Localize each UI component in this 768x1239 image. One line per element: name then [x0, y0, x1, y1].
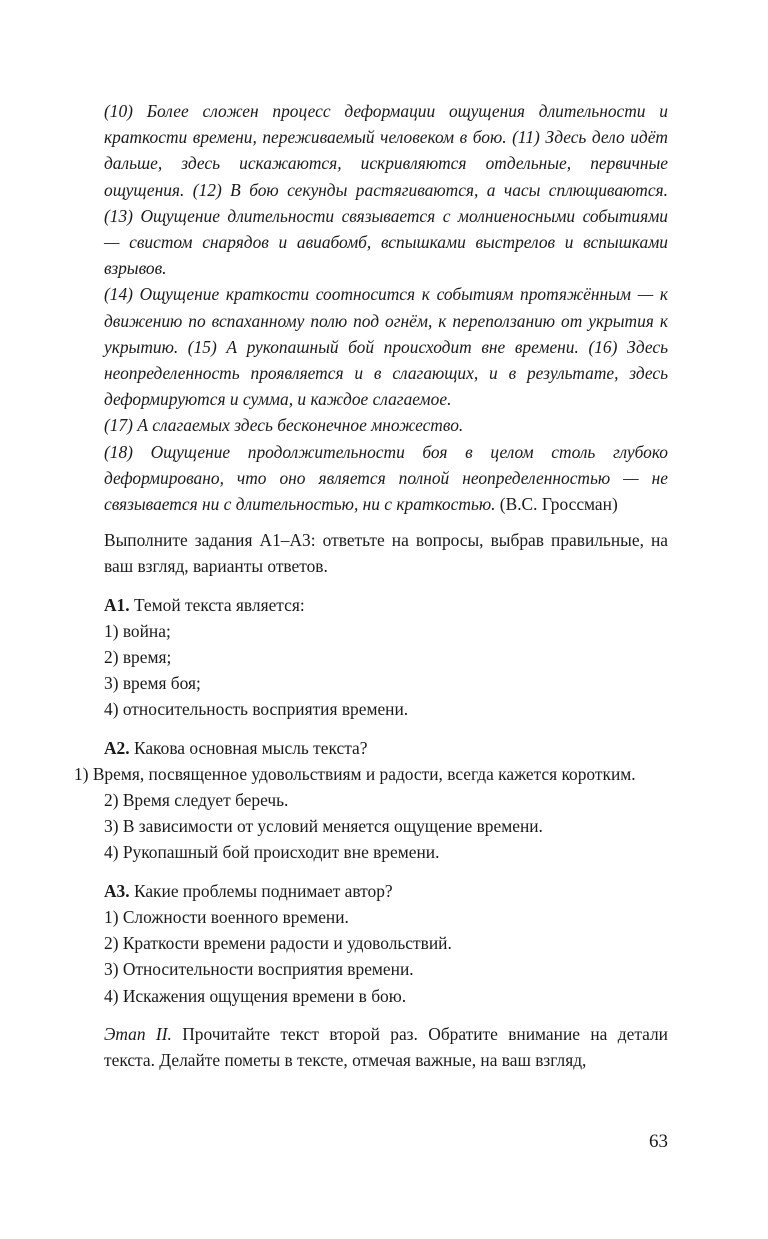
question-a3-title — [104, 878, 668, 904]
question-a1-option-4: 4) относительность восприятия времени. — [104, 699, 409, 720]
question-a2-option-4: 4) Рукопашный бой происходит вне времени. — [104, 842, 440, 863]
stage-text: Прочитайте текст второй раз. Обратите внимание на детали текста. Делайте пометы в тексте, отмечая важные, на ваш взгляд, — [104, 1023, 668, 1070]
passage-paragraph-2: (14) Ощущение краткости соотносится к событиям протяжённым — к движению по вспаханному полю под огнём, к переползанию от укрытия к укрытию. (15) А рукопашный бой происходит вне времени. (16) Здесь неопределенность проявляется и в слагающих, и в результате, здесь деформируются и сумма, и каждое слагаемое. — [104, 284, 668, 410]
question-a3 — [104, 878, 668, 1009]
stage-label: Этап II. — [104, 1023, 172, 1044]
question-a1-title — [104, 592, 668, 618]
instructions: Выполните задания А1–А3: ответьте на вопросы, выбрав правильные, на ваш взгляд, варианты ответов. — [104, 530, 668, 577]
spacer — [104, 866, 668, 878]
question-a2-option-3: 3) В зависимости от условий меняется ощущение времени. — [104, 816, 543, 837]
question-a3-option-4: 4) Искажения ощущения времени в бою. — [104, 985, 407, 1006]
question-a1-option-2: 2) время; — [104, 647, 172, 668]
question-a3-option-1: 1) Сложности военного времени. — [104, 906, 349, 927]
question-a2-text: Какова основная мысль текста? — [133, 737, 368, 758]
question-a1 — [104, 592, 668, 723]
question-a3-number: А3. — [104, 880, 130, 901]
spacer — [104, 723, 668, 735]
stage-paragraph — [104, 1021, 668, 1073]
passage-author: (В.С. Гроссман) — [499, 494, 618, 515]
question-a1-number: А1. — [104, 594, 130, 615]
question-a2-number: А2. — [104, 737, 130, 758]
question-a1-text: Темой текста является: — [133, 594, 305, 615]
passage-paragraph-4 — [104, 439, 668, 518]
page-body — [74, 98, 668, 1073]
spacer — [104, 580, 668, 592]
spacer — [104, 517, 668, 527]
question-a3-option-2: 2) Краткости времени радости и удовольствий. — [104, 933, 452, 954]
question-a1-option-1: 1) война; — [104, 620, 171, 641]
question-a1-option-3: 3) время боя; — [104, 673, 201, 694]
question-a3-text: Какие проблемы поднимает автор? — [133, 880, 393, 901]
question-a2-option-2: 2) Время следует беречь. — [104, 790, 289, 811]
question-a3-option-3: 3) Относительности восприятия времени. — [104, 959, 414, 980]
question-a2-option-1: 1) Время, посвященное удовольствиям и радости, всегда кажется коротким. — [74, 763, 636, 784]
page-number: 63 — [649, 1131, 668, 1152]
passage-paragraph-4-text: (18) Ощущение продолжительности боя в целом столь глубоко деформировано, что оно является полной неопределенностью — не связывается ни с длительностью, ни с краткостью. — [104, 441, 668, 515]
question-a2-title — [104, 735, 668, 761]
question-a2 — [74, 735, 668, 866]
spacer — [104, 1009, 668, 1021]
passage-paragraph-1: (10) Более сложен процесс деформации ощущения длительности и краткости времени, переживаемый человеком в бою. (11) Здесь дело идёт дальше, здесь искажаются, искривляются отдельные, первичные ощущения. (12) В бою секунды растягиваются, а часы сплющиваются. (13) Ощущение длительности связывается с молниеносными событиями — свистом снарядов и авиабомб, вспышками выстрелов и вспышками взрывов. — [104, 101, 668, 279]
passage-paragraph-3: (17) А слагаемых здесь бесконечное множество. — [104, 415, 464, 436]
